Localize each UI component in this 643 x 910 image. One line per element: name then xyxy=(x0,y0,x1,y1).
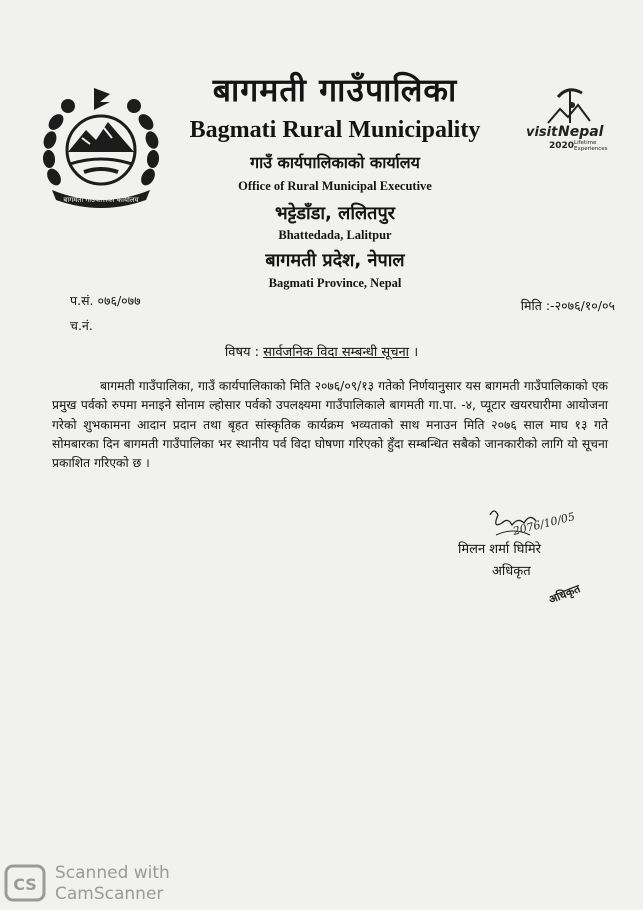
province-np: बागमती प्रदेश, नेपाल xyxy=(265,250,405,271)
scanner-watermark xyxy=(55,863,170,905)
svg-text:2020: 2020 xyxy=(549,141,575,151)
svg-text:बागमती गाउँपालिका कार्यालय: बागमती गाउँपालिका कार्यालय xyxy=(63,196,139,204)
officer-designation: अधिकृत xyxy=(492,564,531,579)
subject-value: सार्वजनिक विदा सम्बन्धी सूचना xyxy=(263,345,410,360)
subject-end-mark: । xyxy=(409,345,419,360)
svg-text:अधिकृत: अधिकृत xyxy=(546,582,583,606)
reference-number: प.सं. ०७६/०७७ xyxy=(70,293,141,308)
office-name-np: गाउँ कार्यपालिकाको कार्यालय xyxy=(250,153,420,172)
municipality-name-en: Bagmati Rural Municipality xyxy=(189,117,481,143)
address-en: Bhattedada, Lalitpur xyxy=(278,228,392,242)
office-name-en: Office of Rural Municipal Executive xyxy=(238,179,432,193)
notice-body: बागमती गाउँपालिका, गाउँ कार्यपालिकाको मिति २०७६/०९/१३ गतेको निर्णयानुसार यस बागमती गाउँपालिकाको एक प्रमुख पर्वको रुपमा मनाइने सोनाम ल्होसार पर्वको उपलक्ष्यमा गाउँपालिकाले बागमती गा.पा. -४, प्यूटार खयरघारीमा आयोजना गरेको शुभकामना आदान प्रदान तथा बृहत सांस्कृतिक कार्यक्रम भव्यताको साथ मनाउन मिति २०७६ साल माघ १३ गते सोमबारका दिन बागमती गाउँपालिका भर स्थानीय पर्व विदा घोषणा गरिएको हुँदा सम्बन्धित सबैको जानकारीको लागि यो सूचना प्रकाशित गरिएको छ । xyxy=(52,379,608,471)
camscanner-logo xyxy=(4,864,48,902)
address-np: भट्टेडाँडा, ललितपुर xyxy=(274,203,396,224)
svg-text:Experiences: Experiences xyxy=(574,146,608,152)
officer-name: मिलन शर्मा घिमिरे xyxy=(458,542,541,557)
designation-stamp xyxy=(540,566,596,606)
svg-text:visit: visit xyxy=(526,125,558,140)
svg-text:CS: CS xyxy=(13,875,37,894)
dispatch-number: च.नं. xyxy=(70,318,93,333)
subject-line xyxy=(0,342,643,360)
svg-text:Nepal: Nepal xyxy=(558,124,604,140)
scanner-line2: CamScanner xyxy=(55,884,164,904)
svg-text:Lifetime: Lifetime xyxy=(574,140,597,146)
subject-label: विषय : xyxy=(224,345,260,360)
province-en: Bagmati Province, Nepal xyxy=(268,276,402,290)
municipality-name-np: बागमती गाउँपालिका xyxy=(212,71,458,109)
letter-date: मिति :-२०७६/१०/०५ xyxy=(520,298,615,313)
scanner-line1: Scanned with xyxy=(55,863,170,883)
nepal-emblem-icon xyxy=(38,82,164,212)
svg-text:2076/10/05: 2076/10/05 xyxy=(511,509,577,538)
visit-nepal-logo xyxy=(524,83,616,163)
